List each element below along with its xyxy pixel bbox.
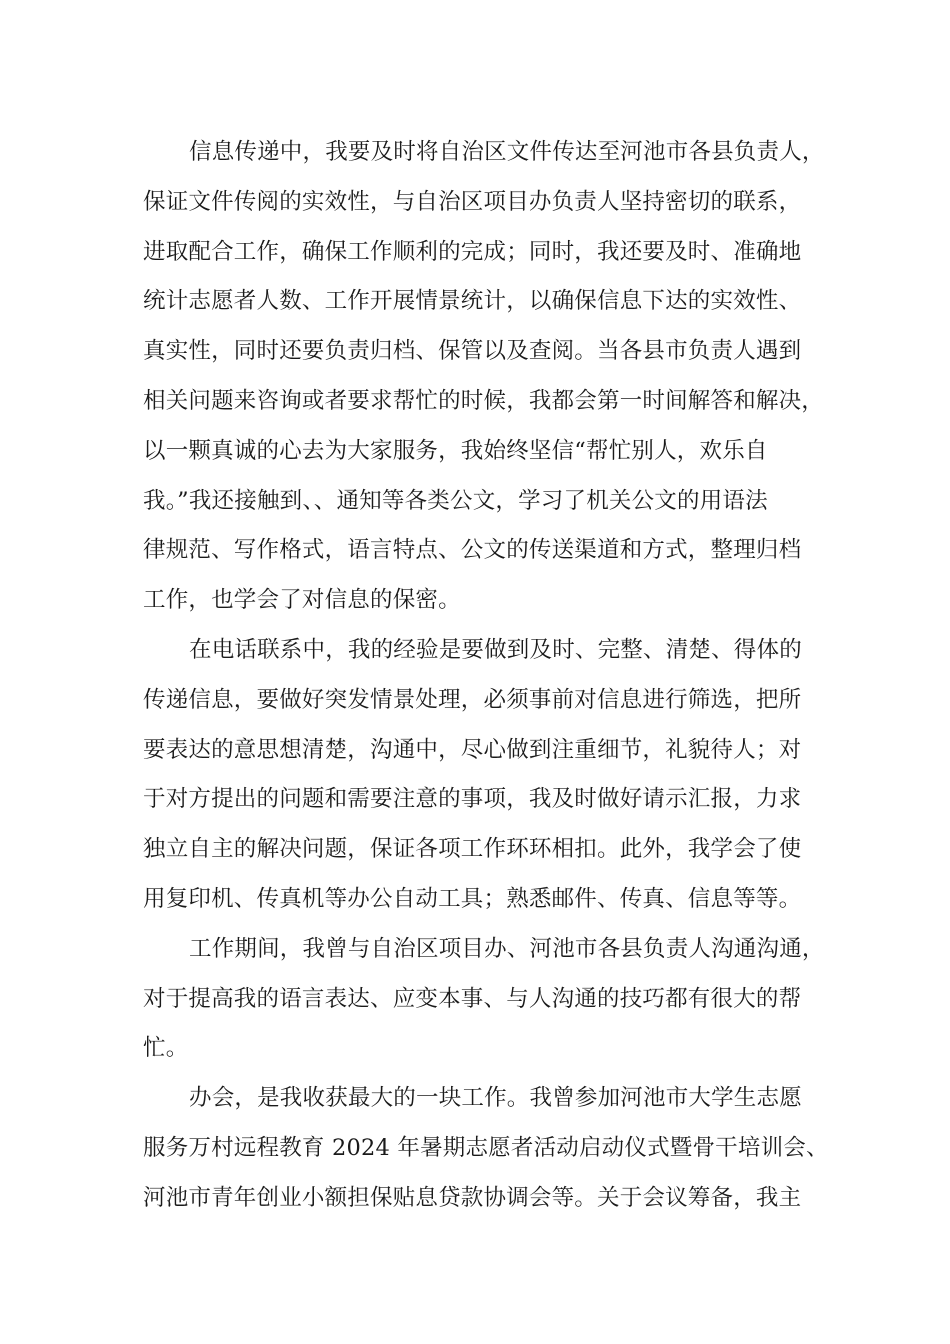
- text-line: 用复印机、传真机等办公自动工具；熟悉邮件、传真、信息等等。: [143, 885, 802, 912]
- text-line: 忙。: [143, 1035, 189, 1062]
- text-line: 工作期间，我曾与自治区项目办、河池市各县负责人沟通沟通，: [189, 935, 825, 962]
- text-line: 统计志愿者人数、工作开展情景统计，以确保信息下达的实效性、: [143, 288, 802, 315]
- text-line: 信息传递中，我要及时将自治区文件传达至河池市各县负责人，: [189, 139, 825, 165]
- text-line: 律规范、写作格式，语言特点、公文的传送渠道和方式，整理归档: [143, 537, 802, 564]
- text-line: 传递信息，要做好突发情景处理，必须事前对信息进行筛选，把所: [143, 686, 802, 713]
- text-line: 我。”我还接触到、、通知等各类公文，学习了机关公文的用语法: [143, 487, 768, 514]
- text-line: 办会，是我收获最大的一块工作。我曾参加河池市大学生志愿: [189, 1085, 802, 1112]
- paragraph-meetings: [143, 1074, 829, 1223]
- text-line: 要表达的意思想清楚，沟通中，尽心做到注重细节，礼貌待人；对: [143, 736, 802, 763]
- paragraph-phone-contact: [143, 626, 823, 925]
- text-line: 进取配合工作，确保工作顺利的完成；同时，我还要及时、准确地: [143, 238, 802, 265]
- text-line: 以一颗真诚的心去为大家服务，我始终坚信“帮忙别人，欢乐自: [143, 437, 768, 464]
- text-line: 河池市青年创业小额担保贴息贷款协调会等。关于会议筹备，我主: [143, 1184, 802, 1211]
- text-line: 服务万村远程教育 2024 年暑期志愿者活动启动仪式暨骨干培训会、: [143, 1134, 829, 1161]
- text-line: 独立自主的解决问题，保证各项工作环环相扣。此外，我学会了使: [143, 836, 802, 863]
- text-line: 对于提高我的语言表达、应变本事、与人沟通的技巧都有很大的帮: [143, 985, 802, 1012]
- text-line: 在电话联系中，我的经验是要做到及时、完整、清楚、得体的: [189, 636, 802, 663]
- text-line: 相关问题来咨询或者要求帮忙的时候，我都会第一时间解答和解决，: [143, 387, 825, 414]
- text-line: 保证文件传阅的实效性，与自治区项目办负责人坚持密切的联系，: [143, 188, 802, 215]
- paragraph-info-delivery: [143, 128, 823, 626]
- text-line: 真实性，同时还要负责归档、保管以及查阅。当各县市负责人遇到: [143, 338, 802, 365]
- paragraph-communication: [143, 925, 823, 1074]
- document-body: [143, 128, 829, 1224]
- text-line: 于对方提出的问题和需要注意的事项，我及时做好请示汇报，力求: [143, 786, 802, 813]
- text-line: 工作，也学会了对信息的保密。: [143, 587, 461, 614]
